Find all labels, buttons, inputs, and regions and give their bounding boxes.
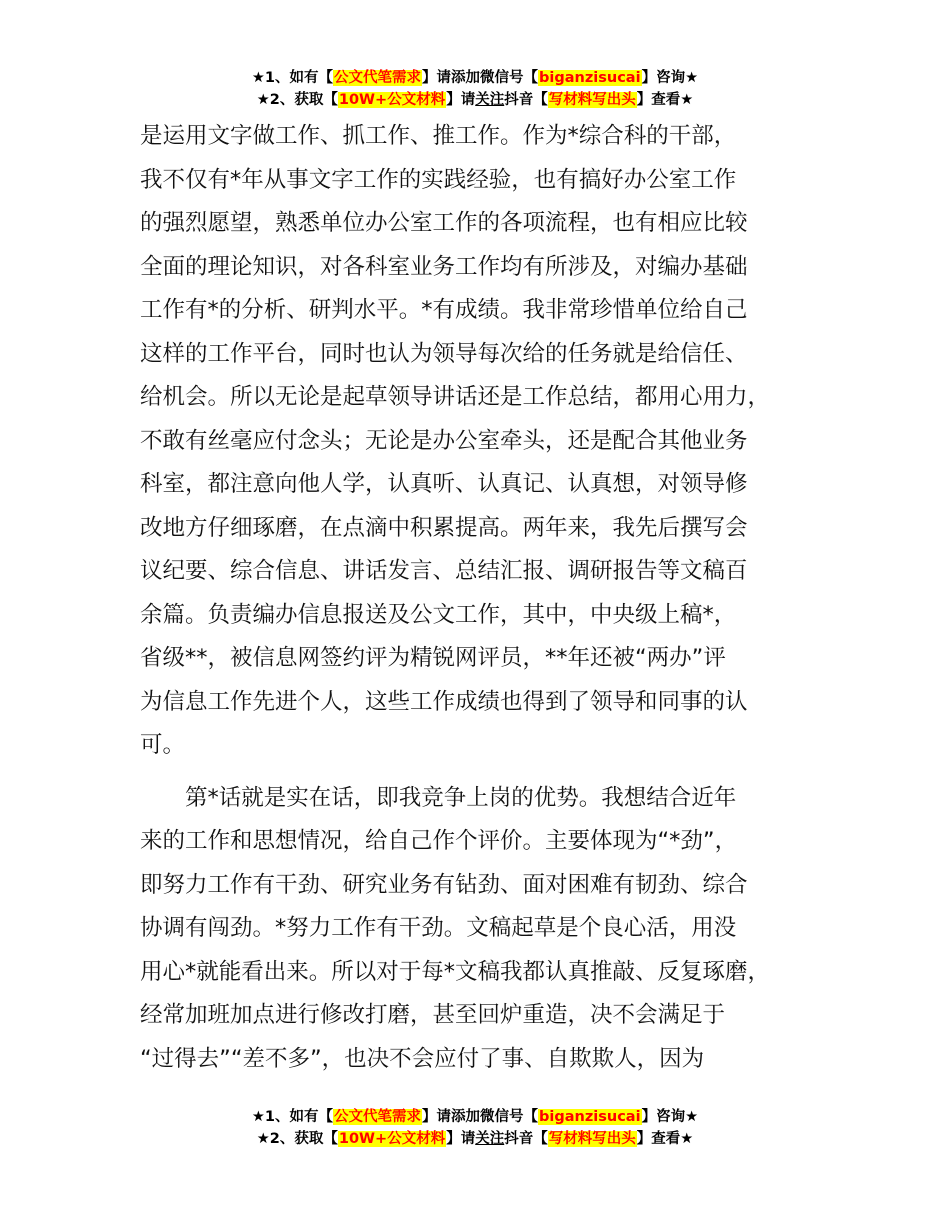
banner-text: 】查看★ xyxy=(636,1131,694,1147)
banner-line-2 xyxy=(0,1128,950,1150)
text-line: 议纪要、综合信息、讲话发言、总结汇报、调研报告等文稿百 xyxy=(140,558,748,584)
banner-line-1 xyxy=(0,1106,950,1128)
text-line: 不敢有丝毫应付念头；无论是办公室牵头，还是配合其他业务 xyxy=(140,427,748,454)
text-line: 为信息工作先进个人，这些工作成绩也得到了领导和同事的认 xyxy=(140,688,748,715)
banner-text: 微信号【 xyxy=(480,1109,539,1125)
document-body xyxy=(140,115,840,1081)
banner-text: ★2、获取【 xyxy=(256,92,338,108)
text-line: 用心*就能看出来。所以对于每*文稿我都认真推敲、反复琢磨， xyxy=(140,958,771,985)
banner-highlight: 10W+公文材料 xyxy=(338,92,446,108)
text-line: 科室，都注意向他人学，认真听、认真记、认真想，对领导修 xyxy=(140,471,748,497)
text-line: 经常加班加点进行修改打磨，甚至回炉重造，决不会满足于 xyxy=(140,1002,726,1028)
banner-douyin-id: 写材料写出头 xyxy=(548,92,636,108)
banner-highlight: 公文代笔需求 xyxy=(334,1109,422,1125)
banner-text: 抖音【 xyxy=(504,92,548,108)
banner-text: 】查看★ xyxy=(636,92,694,108)
text-line: 协调有闯劲。*努力工作有干劲。文稿起草是个良心活，用没 xyxy=(140,915,737,941)
header-banner xyxy=(0,67,950,111)
banner-text: 】咨询★ xyxy=(641,1109,699,1125)
paragraph-2 xyxy=(140,777,840,1082)
text-line: 给机会。所以无论是起草领导讲话还是工作总结，都用心用力， xyxy=(140,384,771,410)
text-line: 来的工作和思想情况，给自己作个评价。主要体现为“*劲”， xyxy=(140,828,738,854)
text-line: 省级**，被信息网签约评为精锐网评员，**年还被“两办”评 xyxy=(140,645,726,671)
text-line: 全面的理论知识，对各科室业务工作均有所涉及，对编办基础 xyxy=(140,253,748,280)
banner-line-1 xyxy=(0,67,950,89)
banner-wechat-id: biganzisucai xyxy=(539,1109,641,1125)
banner-text: ★1、如有【 xyxy=(251,70,334,86)
banner-highlight: 10W+公文材料 xyxy=(338,1131,446,1147)
banner-text: 添加 xyxy=(451,70,481,86)
banner-text: 】咨询★ xyxy=(641,70,699,86)
banner-line-2 xyxy=(0,89,950,111)
banner-text: 关注 xyxy=(475,92,505,108)
banner-wechat-id: biganzisucai xyxy=(539,70,641,86)
text-line: 我不仅有*年从事文字工作的实践经验，也有搞好办公室工作 xyxy=(140,166,737,193)
banner-text: ★2、获取【 xyxy=(256,1131,338,1147)
banner-text: ★1、如有【 xyxy=(251,1109,334,1125)
banner-highlight: 公文代笔需求 xyxy=(334,70,422,86)
text-line: 即努力工作有干劲、研究业务有钻劲、面对困难有韧劲、综合 xyxy=(140,871,748,898)
text-line: 工作有*的分析、研判水平。*有成绩。我非常珍惜单位给自己 xyxy=(140,297,748,323)
text-line: 是运用文字做工作、抓工作、推工作。作为*综合科的干部， xyxy=(140,123,737,149)
footer-banner xyxy=(0,1106,950,1150)
banner-text: 】请 xyxy=(422,1109,452,1125)
banner-douyin-id: 写材料写出头 xyxy=(548,1131,636,1147)
banner-text: 关注 xyxy=(475,1131,505,1147)
banner-text: 】请 xyxy=(422,70,452,86)
banner-text: 】请 xyxy=(446,1131,476,1147)
text-line: 第*话就是实在话，即我竞争上岗的优势。我想结合近年 xyxy=(140,784,737,811)
banner-text: 添加 xyxy=(451,1109,481,1125)
text-line: 这样的工作平台，同时也认为领导每次给的任务就是给信任、 xyxy=(140,340,748,367)
banner-text: 】请 xyxy=(446,92,476,108)
banner-text: 抖音【 xyxy=(504,1131,548,1147)
paragraph-1 xyxy=(140,115,840,768)
text-line: “过得去”“差不多”，也决不会应付了事、自欺欺人，因为 xyxy=(140,1045,705,1072)
text-line: 改地方仔细琢磨，在点滴中积累提高。两年来，我先后撰写会 xyxy=(140,514,748,541)
text-line: 余篇。负责编办信息报送及公文工作，其中，中央级上稿*， xyxy=(140,601,737,628)
text-line: 的强烈愿望，熟悉单位办公室工作的各项流程，也有相应比较 xyxy=(140,210,748,236)
banner-text: 微信号【 xyxy=(480,70,539,86)
text-line: 可。 xyxy=(140,732,186,758)
paragraph-gap xyxy=(140,768,840,777)
